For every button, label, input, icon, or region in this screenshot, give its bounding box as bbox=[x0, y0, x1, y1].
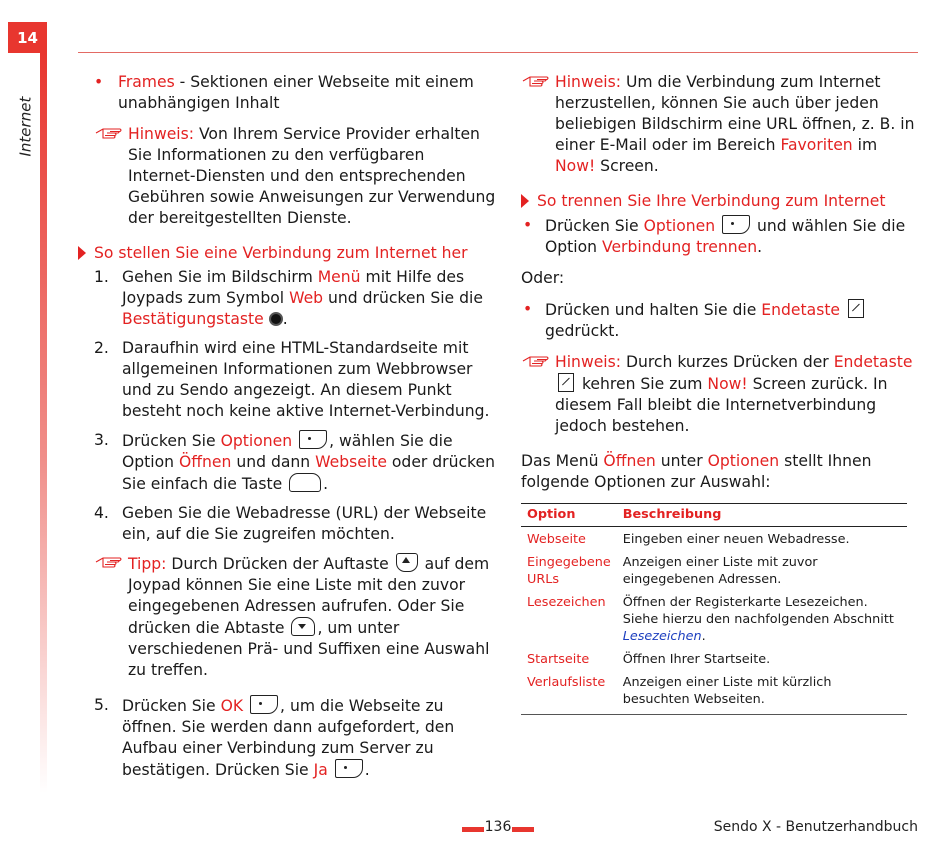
right-column bbox=[521, 72, 919, 715]
note-text: Screen. bbox=[595, 157, 659, 175]
frames-text: - Sektionen einer Webseite mit einem unabhängigen Inhalt bbox=[118, 73, 474, 112]
note-label: Hinweis: bbox=[128, 125, 194, 143]
description-cell: Anzeigen einer Liste mit zuvor eingegebenen Adressen. bbox=[622, 555, 818, 587]
term-ja: Ja bbox=[313, 761, 328, 779]
chapter-label: Internet bbox=[16, 96, 35, 157]
step-2 bbox=[78, 338, 496, 422]
step-text: und drücken Sie die bbox=[323, 289, 483, 307]
term-options: Optionen bbox=[707, 452, 780, 470]
step-text: . bbox=[282, 310, 288, 328]
step-number: 2. bbox=[94, 339, 109, 357]
connect-heading: So stellen Sie eine Verbindung zum Internet her bbox=[78, 243, 496, 264]
note-text: kehren Sie zum bbox=[577, 375, 708, 393]
term-webpage: Webseite bbox=[315, 453, 387, 471]
step-text: , um die Webseite zu öffnen. Sie werden dann aufgefordert, den Aufbau einer Verbindung zum Server zu bestätigen. Drücken Sie bbox=[122, 697, 455, 779]
term-options: Optionen bbox=[220, 432, 293, 450]
step-text: mit Hilfe des Joypads zum Symbol bbox=[122, 268, 465, 307]
page-number: 136 bbox=[462, 819, 534, 835]
note-text: Durch kurzes Drücken der bbox=[621, 353, 834, 371]
tip-text: auf dem Joypad können Sie eine Liste mit den zuvor eingegebenen Adressen aufrufen. Oder Sie drücken die Abtaste bbox=[128, 555, 490, 637]
pointing-hand-icon bbox=[94, 554, 124, 570]
tip-text: , um unter verschiedenen Prä- und Suffixen eine Auswahl zu treffen. bbox=[128, 619, 490, 679]
term-disconnect: Verbindung trennen bbox=[602, 238, 758, 256]
step-3 bbox=[78, 430, 496, 495]
term-end-key: Endetaste bbox=[761, 301, 841, 319]
step-text: Drücken Sie bbox=[122, 432, 221, 450]
step-text: . bbox=[323, 475, 329, 493]
tip-label: Tipp: bbox=[128, 555, 167, 573]
note-open-url bbox=[521, 72, 919, 177]
step-4 bbox=[78, 503, 496, 545]
option-cell: Startseite bbox=[527, 652, 590, 667]
step-text: Daraufhin wird eine HTML-Standardseite mit allgemeinen Informationen zum Webbrowser und zu Sendo angezeigt. An diesem Punkt besteht noch keine aktive Internet-Verbindung. bbox=[122, 339, 490, 420]
confirm-key-icon bbox=[269, 312, 283, 326]
pointing-hand-icon bbox=[521, 73, 551, 89]
disconnect-item-1 bbox=[521, 215, 919, 258]
term-menu: Menü bbox=[317, 268, 361, 286]
call-key-icon bbox=[289, 473, 321, 492]
note-label: Hinweis: bbox=[555, 353, 621, 371]
term-open: Öffnen bbox=[179, 453, 232, 471]
softkey-icon bbox=[299, 430, 327, 449]
intro-text: Das Menü bbox=[521, 452, 604, 470]
note-text: im bbox=[852, 136, 878, 154]
up-key-icon bbox=[396, 553, 418, 572]
option-cell: Webseite bbox=[527, 532, 586, 547]
description-cell: Eingeben einer neuen Webadresse. bbox=[622, 532, 850, 547]
step-text: , wählen Sie die Option bbox=[122, 432, 453, 471]
table-row bbox=[521, 550, 907, 590]
term-open: Öffnen bbox=[603, 452, 656, 470]
step-text: und dann bbox=[231, 453, 316, 471]
note-label: Hinweis: bbox=[555, 73, 621, 91]
step-text: oder drücken Sie einfach die Taste bbox=[122, 453, 495, 493]
table-header-row bbox=[521, 504, 907, 527]
disconnect-heading: So trennen Sie Ihre Verbindung zum Internet bbox=[521, 191, 919, 212]
description-text: . bbox=[701, 629, 706, 644]
column-header-description: Beschreibung bbox=[617, 504, 907, 527]
item-text: Drücken und halten Sie die bbox=[545, 301, 762, 319]
down-key-icon bbox=[291, 617, 315, 636]
disconnect-item-2 bbox=[521, 299, 919, 342]
header-rule bbox=[78, 52, 918, 53]
options-table bbox=[521, 503, 907, 715]
note-text: Von Ihrem Service Provider erhalten Sie Informationen zu den verfügbaren Internet-Diensten und den entsprechenden Gebühren sowie Anweisungen zur Verwendung der bereitgestellten Dienste. bbox=[128, 125, 496, 227]
table-row bbox=[521, 647, 907, 670]
intro-text: stellt Ihnen folgende Optionen zur Auswahl: bbox=[521, 452, 872, 491]
term-now: Now! bbox=[555, 157, 596, 175]
option-cell: Verlaufsliste bbox=[521, 670, 617, 715]
item-text: Drücken Sie bbox=[545, 217, 644, 235]
note-end-key bbox=[521, 352, 919, 437]
menu-intro bbox=[521, 451, 919, 493]
note-text: Um die Verbindung zum Internet herzustellen, können Sie auch über jeden beliebigen Bildschirm eine URL öffnen, z. B. in einer E-Mail oder im Bereich bbox=[555, 73, 915, 154]
step-text: . bbox=[364, 761, 370, 779]
description-cell: Anzeigen einer Liste mit kürzlich besuchten Webseiten. bbox=[617, 670, 907, 715]
step-text: Gehen Sie im Bildschirm bbox=[122, 268, 318, 286]
step-number: 5. bbox=[94, 696, 109, 714]
table-row bbox=[521, 590, 907, 647]
oder-text: Oder: bbox=[521, 269, 565, 287]
description-cell bbox=[617, 590, 907, 647]
tip-note bbox=[78, 553, 496, 681]
bookmarks-link[interactable]: Lesezeichen bbox=[622, 629, 702, 644]
chapter-number: 14 bbox=[8, 22, 47, 53]
pointing-hand-icon bbox=[521, 353, 551, 369]
column-header-option: Option bbox=[521, 504, 617, 527]
step-number: 4. bbox=[94, 504, 109, 522]
note-service-provider bbox=[78, 124, 496, 229]
table-row bbox=[521, 670, 907, 715]
pointing-hand-icon bbox=[94, 125, 124, 141]
intro-text: unter bbox=[655, 452, 708, 470]
table-row bbox=[521, 527, 907, 551]
frames-item bbox=[78, 72, 496, 114]
chapter-sidebar bbox=[40, 53, 47, 793]
term-web: Web bbox=[289, 289, 324, 307]
end-key-icon bbox=[558, 373, 574, 392]
end-key-icon bbox=[848, 299, 864, 318]
option-cell: Lesezeichen bbox=[527, 595, 606, 610]
frames-term: Frames bbox=[118, 73, 175, 91]
step-text: Drücken Sie bbox=[122, 697, 221, 715]
term-now: Now! bbox=[707, 375, 748, 393]
step-1 bbox=[78, 267, 496, 330]
footer-title: Sendo X - Benutzerhandbuch bbox=[713, 819, 918, 835]
item-text: . bbox=[757, 238, 763, 256]
term-favorites: Favoriten bbox=[780, 136, 853, 154]
term-confirm-key: Bestätigungstaste bbox=[122, 310, 264, 328]
term-end-key: Endetaste bbox=[833, 353, 913, 371]
softkey-icon bbox=[335, 759, 363, 778]
tip-text: Durch Drücken der Auftaste bbox=[166, 555, 394, 573]
option-cell: Eingegebene URLs bbox=[527, 555, 611, 587]
left-column bbox=[78, 72, 496, 789]
note-text: Screen zurück. In diesem Fall bleibt die Internetverbindung jedoch bestehen. bbox=[555, 375, 888, 435]
step-5 bbox=[78, 695, 496, 781]
step-number: 3. bbox=[94, 431, 109, 449]
step-text: Geben Sie die Webadresse (URL) der Webseite ein, auf die Sie zugreifen möchten. bbox=[122, 504, 487, 543]
softkey-icon bbox=[722, 215, 750, 234]
item-text: und wählen Sie die Option bbox=[545, 217, 906, 256]
term-ok: OK bbox=[220, 697, 244, 715]
softkey-icon bbox=[250, 695, 278, 714]
step-number: 1. bbox=[94, 268, 109, 286]
item-text: gedrückt. bbox=[545, 322, 620, 340]
description-text: Öffnen der Registerkarte Lesezeichen. Siehe hierzu den nachfolgenden Abschnitt bbox=[622, 595, 894, 627]
term-options: Optionen bbox=[643, 217, 716, 235]
description-cell: Öffnen Ihrer Startseite. bbox=[622, 652, 771, 667]
